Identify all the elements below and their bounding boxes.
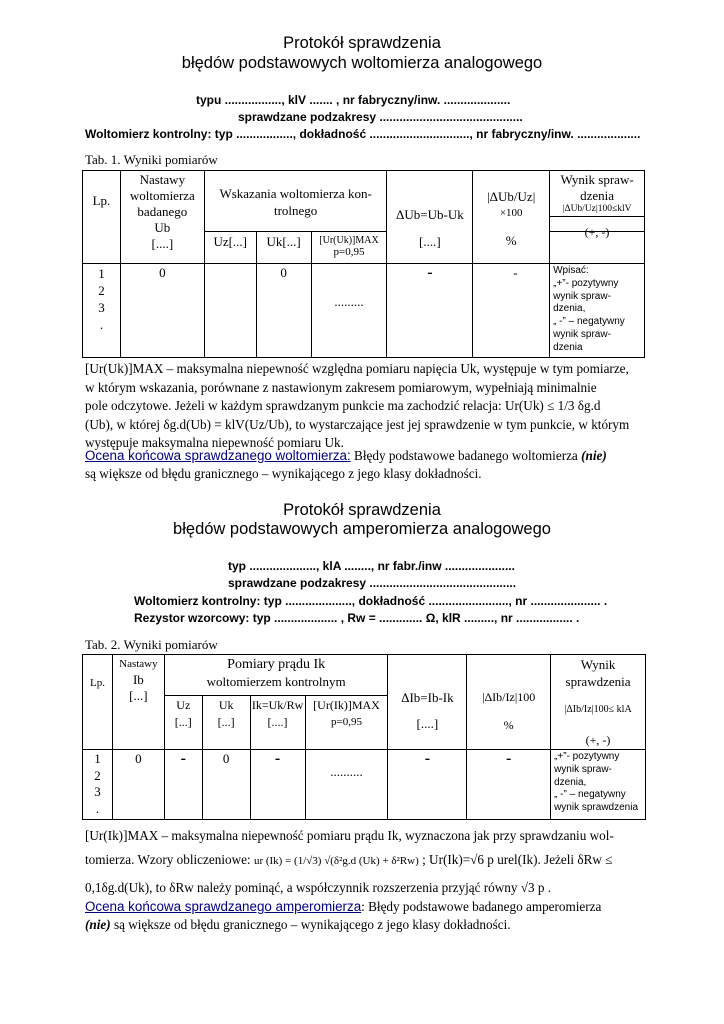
t2-wynik-cond: |ΔIb/Iz|100≤ klA: [564, 704, 632, 715]
table1-caption: Tab. 1. Wyniki pomiarów: [85, 152, 218, 167]
t2-ik-val: -: [274, 750, 281, 767]
p2-ocena-line2-text: są większe od błędu granicznego – wynikającego z jego klasy dokładności.: [110, 917, 511, 932]
t1-nastawy-l5: [....]: [151, 236, 174, 251]
t1-wynik-r3: wynik spraw-: [553, 290, 611, 302]
p1-ocena-text: Błędy podstawowe badanego woltomierza: [350, 448, 582, 463]
t1-wynik-r5: „ -” – negatywny: [553, 316, 625, 328]
t2-row-lp: [83, 750, 113, 820]
protocol2-header-row3: Woltomierz kontrolny: typ ...................., dokładność ........................, nr ..................... .: [134, 594, 608, 608]
p2-note-l3: 0,1δg.d(Uk), to δRw należy pominąć, a współczynnik rozszerzenia przyjąć równy √3 p .: [85, 880, 552, 895]
t2-nastawy-l2: Ib: [132, 672, 144, 687]
t1-uk-val: 0: [280, 265, 287, 280]
t1-head-wynik-sub: [550, 204, 645, 264]
p2-note-l2a: tomierza. Wzory obliczeniowe:: [85, 852, 254, 867]
t1-head-lp-label: Lp.: [92, 193, 111, 208]
t1-row-delta: [387, 264, 473, 358]
t1-head-uk: [256, 232, 311, 264]
t2-head-uk: [202, 696, 250, 750]
t2-delta-val: -: [424, 750, 431, 767]
t1-head-uz: [204, 232, 256, 264]
t1-nastawy-l1: Nastawy: [139, 172, 186, 187]
t2-wynik-l1: Wynik: [580, 657, 616, 672]
p1-note-l3: pole odczytowe. Jeżeli w każdym sprawdzanym punkcie ma zachodzić relacja: Ur(Uk) ≤ 1/3 δg.d: [85, 398, 601, 414]
protocol1-ocena: [85, 448, 607, 464]
t2-uk-l2: [...]: [217, 715, 235, 729]
t1-row-uk: [256, 264, 311, 358]
t2-nastawy-val: 0: [135, 751, 142, 766]
t2-uz-l2: [...]: [174, 715, 192, 729]
t2-lp-3: 3: [94, 784, 101, 799]
t2-dots: ..........: [330, 764, 363, 779]
p2-note-l2: [85, 852, 612, 868]
t2-row-ik: [250, 750, 305, 820]
t1-head-lp: [83, 171, 121, 264]
p2-formula: ur (Ik) = (1/√3) √(δ²g.d (Uk) + δ²Rw): [253, 855, 419, 867]
t2-wynik-r1: „+”- pozytywny: [554, 751, 620, 762]
protocol1-header-row3: Woltomierz kontrolny: typ ................., dokładność .............................., nr fabryczny/inw. ...................: [85, 127, 641, 141]
t1-rel-mult: ×100: [499, 207, 523, 219]
t1-head-ur: [311, 232, 387, 264]
p2-ocena-line2: [85, 917, 511, 933]
t2-lp-1: 1: [94, 751, 101, 766]
t2-ur-l1: [Ur(Ik)]MAX: [313, 698, 380, 712]
t2-rel-label: |ΔIb/Iz|100: [482, 690, 536, 704]
t1-wskazania-l1: Wskazania woltomierza kon-: [219, 186, 372, 201]
t1-delta-unit: [....]: [419, 234, 441, 249]
t2-ik-l1: Ik=Uk/Rw: [251, 698, 304, 712]
p1-note-l4: (Ub), w której δg.d(Ub) = klV(Uz/Ub), to wystarczające jest jej sprawdzenie w tym punkcie, w którym: [85, 416, 630, 432]
t2-pomiary-l1: Pomiary prądu Ik: [227, 657, 326, 672]
protocol2-ocena: [85, 899, 601, 915]
p1-note-l1: [Ur(Uk)]MAX – maksymalna niepewność względna pomiaru napięcia Uk, występuje w tym pomiarze,: [85, 361, 629, 376]
t1-row-rel: [473, 264, 550, 358]
protocol1-header-row2: sprawdzane podzakresy ...........................................: [238, 110, 523, 124]
table2: [82, 654, 646, 820]
t2-row-ur: [305, 750, 388, 820]
t2-lp-label: Lp.: [89, 677, 105, 689]
t2-uz-val: -: [180, 750, 186, 767]
t1-row-wynik: [550, 264, 645, 358]
t1-wynik-r1: Wpisać:: [553, 265, 589, 276]
t2-rel-val: -: [506, 750, 512, 767]
t2-nastawy-l3: [...]: [129, 688, 148, 703]
t1-lp-3: 3: [98, 300, 105, 315]
t2-wynik-l2: sprawdzenia: [565, 674, 631, 689]
t2-uk-val: 0: [222, 751, 230, 766]
t1-delta-label: ΔUb=Ub-Uk: [396, 207, 464, 222]
p2-note-l2b: ; Ur(Ik)=√6 p urel(Ik). Jeżeli δRw ≤: [418, 852, 613, 867]
t2-rel-unit: %: [503, 718, 514, 732]
t1-head-wskazania: [204, 171, 387, 232]
t2-ur-l2: p=0,95: [331, 716, 362, 728]
t1-row-uz: [204, 264, 256, 358]
t1-lp-2: 2: [98, 283, 105, 298]
t1-head-delta: [387, 171, 473, 264]
t2-uz-l1: Uz: [176, 698, 191, 712]
t2-head-delta: [388, 655, 467, 750]
t2-row-uz: [164, 750, 202, 820]
t2-delta-unit: [....]: [416, 716, 439, 731]
t2-wynik-r3: dzenia,: [554, 776, 587, 788]
t2-ik-l2: [....]: [267, 715, 288, 729]
t2-head-uz: [164, 696, 202, 750]
p1-ocena-label: Ocena końcowa sprawdzanego woltomierza:: [85, 448, 351, 463]
t2-wynik-r4: „ -” – negatywny: [554, 789, 626, 801]
t1-uk-label: Uk[...]: [266, 234, 301, 249]
t2-row-rel: [467, 750, 551, 820]
p1-ocena-line2: są większe od błędu granicznego – wynikającego z jego klasy dokładności.: [85, 466, 482, 481]
t1-wynik-cond: |ΔUb/Uz|100≤klV: [550, 201, 644, 217]
table2-caption: Tab. 2. Wyniki pomiarów: [85, 637, 218, 652]
t1-rel-unit: %: [505, 233, 517, 248]
p2-ocena-nie: (nie): [85, 917, 111, 932]
protocol1-header-row1: typu ................., klV ....... , nr fabryczny/inw. ....................: [196, 93, 511, 107]
protocol2-header-row1: typ ...................., klA ........, nr fabr./inw .....................: [228, 559, 515, 573]
t1-nastawy-val: 0: [159, 265, 166, 280]
p1-ocena-nie: (nie): [581, 448, 607, 463]
t2-nastawy-l1: Nastawy: [119, 658, 158, 670]
t2-head-rel: [467, 655, 551, 750]
t1-wynik-l1: Wynik spraw-: [560, 172, 634, 187]
t2-lp-2: 2: [94, 767, 101, 783]
t2-delta-label: ΔIb=Ib-Ik: [401, 690, 454, 705]
t1-dots: .........: [334, 294, 364, 309]
table1: [82, 170, 645, 358]
t2-wynik-r2: wynik spraw-: [554, 763, 612, 775]
t2-row-uk: [202, 750, 250, 820]
t1-wynik-r6: wynik spraw-: [553, 328, 611, 340]
t2-head-wynik: [551, 655, 646, 750]
t1-wynik-r2: „+”- pozytywny: [553, 277, 619, 289]
protocol1-title-line2: błędów podstawowych woltomierza analogowego: [181, 54, 543, 72]
protocol2-header-row4: Rezystor wzorcowy: typ ................... , Rw = ............. Ω, klR ........., nr ................. .: [134, 611, 580, 625]
t2-head-pomiary: [164, 655, 388, 696]
protocol1-note: [85, 360, 629, 453]
t1-ur-label: [Ur(Uk)]MAX: [319, 235, 379, 246]
t1-nastawy-l4: Ub: [154, 220, 171, 235]
p1-note-l2: w którym wskazania, porównane z nastawionym zakresem pomiarowym, wypełniają minimalnie: [85, 379, 597, 395]
t1-wynik-vals: (+, -): [584, 225, 610, 239]
t2-head-ik: [250, 696, 305, 750]
p2-note-l1: [Ur(Ik)]MAX – maksymalna niepewność pomiaru prądu Ik, wyznaczona jak przy sprawdzaniu wol-: [85, 828, 614, 843]
t2-row-nastawy: [112, 750, 164, 820]
t1-lp-1: 1: [98, 266, 105, 281]
protocol2-header-row2: sprawdzane podzakresy ............................................: [228, 576, 517, 590]
t2-row-wynik: [551, 750, 646, 820]
protocol2-title-line2: błędów podstawowych amperomierza analogowego: [173, 520, 551, 538]
t1-wynik-r4: dzenia,: [553, 303, 586, 315]
t1-rel-val: -: [513, 265, 518, 280]
t1-row-nastawy: [120, 264, 204, 358]
t2-head-ur: [305, 696, 388, 750]
t1-nastawy-l2: woltomierza: [129, 188, 195, 203]
t2-wynik-r5: wynik sprawdzenia: [554, 802, 639, 814]
t1-delta-val: -: [427, 264, 433, 281]
p2-ocena-text: : Błędy podstawowe badanego amperomierza: [361, 899, 602, 914]
t2-wynik-vals: (+, -): [585, 733, 611, 747]
t2-pomiary-l2: woltomierzem kontrolnym: [206, 674, 346, 689]
t1-lp-4: .: [99, 317, 104, 332]
t2-row-delta: [388, 750, 467, 820]
t1-head-nastawy: [120, 171, 204, 264]
t2-uk-l1: Uk: [218, 698, 234, 712]
t1-wynik-l2: dzenia: [580, 188, 615, 203]
t1-uz-label: Uz[...]: [213, 234, 248, 249]
p2-ocena-label: Ocena końcowa sprawdzanego amperomierza: [85, 899, 362, 914]
t2-lp-4: .: [95, 800, 100, 816]
t1-ur-p: p=0,95: [333, 246, 365, 258]
protocol2-title-line1: Protokół sprawdzenia: [283, 501, 441, 519]
p1-note-l5: występuje maksymalna niepewność pomiaru Uk.: [85, 435, 344, 451]
t1-wynik-r7: dzenia: [553, 341, 583, 353]
t1-nastawy-l3: badanego: [137, 204, 188, 219]
t1-row-lp: [83, 264, 121, 358]
t1-wskazania-l2: trolnego: [273, 203, 318, 218]
t2-head-nastawy: [112, 655, 164, 750]
t1-head-rel: [473, 171, 550, 264]
t1-row-ur: [311, 264, 387, 358]
t2-head-lp: [83, 655, 113, 750]
t1-rel-label: |ΔUb/Uz|: [487, 189, 536, 204]
protocol1-title-line1: Protokół sprawdzenia: [283, 34, 441, 52]
